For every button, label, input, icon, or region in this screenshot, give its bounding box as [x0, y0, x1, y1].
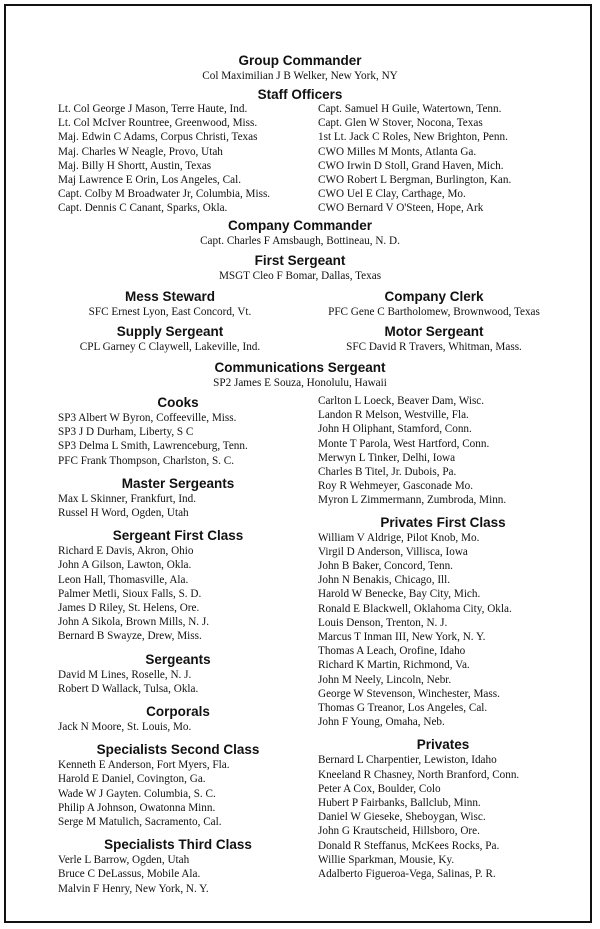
list-item: Capt. Glen W Stover, Nocona, Texas: [318, 117, 483, 130]
list-item: Thomas G Treanor, Los Angeles, Cal.: [318, 702, 488, 715]
motor-sergeant-section: [300, 323, 568, 354]
list-item: Malvin F Henry, New York, N. Y.: [58, 882, 209, 895]
list-item: Charles B Titel, Jr. Dubois, Pa.: [318, 466, 457, 479]
mess-steward-name: SFC Ernest Lyon, East Concord, Vt.: [88, 306, 252, 318]
staff-officers-right-list: [318, 102, 511, 216]
list-item: Lt. Col George J Mason, Terre Haute, Ind.: [58, 103, 248, 115]
list-item: Maj. Billy H Shortt, Austin, Texas: [58, 159, 212, 172]
communications-sergeant-heading: Communications Sergeant: [214, 360, 386, 375]
company-clerk-section: [300, 288, 568, 319]
list-item: Kenneth E Anderson, Fort Myers, Fla.: [58, 759, 230, 772]
list-item: David M Lines, Roselle, N. J.: [58, 668, 192, 681]
list-item: Marcus T Inman III, New York, N. Y.: [318, 631, 486, 644]
list-item: James D Riley, St. Helens, Ore.: [58, 602, 200, 615]
staff-officers-section: [0, 86, 600, 103]
list-item: Palmer Metli, Sioux Falls, S. D.: [58, 587, 202, 600]
mess-steward-section: [42, 288, 298, 319]
list-item: SP3 Albert W Byron, Coffeeville, Miss.: [58, 412, 237, 424]
list-item: Donald R Steffanus, McKees Rocks, Pa.: [318, 839, 500, 852]
master-sergeants-list: [58, 492, 298, 520]
list-item: Harold W Benecke, Bay City, Mich.: [318, 588, 481, 601]
list-item: Serge M Matulich, Sacramento, Cal.: [58, 816, 222, 829]
list-item: John N Benakis, Chicago, Ill.: [318, 574, 451, 587]
list-item: John H Oliphant, Stamford, Conn.: [318, 423, 472, 436]
communications-sergeant-section: [0, 359, 600, 390]
list-item: Hubert P Fairbanks, Ballclub, Minn.: [318, 797, 481, 810]
cooks-heading: Cooks: [157, 395, 199, 410]
sergeant-first-class-list: [58, 544, 298, 643]
list-item: Verle L Barrow, Ogden, Utah: [58, 854, 190, 867]
list-item: Maj. Edwin C Adams, Corpus Christi, Texas: [58, 131, 258, 144]
list-item: Jack N Moore, St. Louis, Mo.: [58, 721, 192, 734]
company-commander-section: [0, 217, 600, 248]
list-item: Harold E Daniel, Covington, Ga.: [58, 773, 206, 786]
list-item: CWO Uel E Clay, Carthage, Mo.: [318, 188, 466, 201]
list-item: Bernard B Swayze, Drew, Miss.: [58, 630, 202, 643]
privates-list: [318, 753, 568, 881]
list-item: Capt. Colby M Broadwater Jr, Columbia, Miss.: [58, 188, 271, 201]
list-item: Maj. Charles W Neagle, Provo, Utah: [58, 145, 223, 158]
list-item: CWO Irwin D Stoll, Grand Haven, Mich.: [318, 159, 504, 172]
company-commander-name: Capt. Charles F Amsbaugh, Bottineau, N. D.: [200, 235, 400, 247]
list-item: Richard E Davis, Akron, Ohio: [58, 545, 194, 558]
list-item: Bruce C DeLassus, Mobile Ala.: [58, 868, 201, 881]
list-item: Robert D Wallack, Tulsa, Okla.: [58, 682, 199, 695]
list-item: Willie Sparkman, Mousie, Ky.: [318, 853, 455, 866]
list-item: Carlton L Loeck, Beaver Dam, Wisc.: [318, 395, 485, 407]
list-item: Philip A Johnson, Owatonna Minn.: [58, 801, 216, 814]
privates-first-class-list: [318, 531, 568, 730]
list-item: Monte T Parola, West Hartford, Conn.: [318, 437, 490, 450]
list-item: Russel H Word, Ogden, Utah: [58, 507, 189, 520]
list-item: John M Neely, Lincoln, Nebr.: [318, 673, 452, 686]
master-sergeants-heading: Master Sergeants: [121, 475, 235, 491]
list-item: Maj Lawrence E Orin, Los Angeles, Cal.: [58, 174, 241, 187]
sergeants-list: [58, 668, 298, 696]
list-item: John F Young, Omaha, Neb.: [318, 716, 445, 729]
list-item: CWO Bernard V O'Steen, Hope, Ark: [318, 202, 484, 215]
list-item: Landon R Melson, Westville, Fla.: [318, 409, 469, 422]
group-commander-name: Col Maximilian J B Welker, New York, NY: [202, 70, 398, 82]
sergeants-heading: Sergeants: [145, 651, 211, 667]
specialists-third-class-heading: Specialists Third Class: [104, 837, 252, 853]
supply-sergeant-name: CPL Garney C Claywell, Lakeville, Ind.: [79, 341, 261, 353]
list-item: Capt. Samuel H Guile, Watertown, Tenn.: [318, 103, 502, 115]
supply-sergeant-section: [42, 323, 298, 354]
list-item: Virgil D Anderson, Villisca, Iowa: [318, 545, 468, 558]
corporals-heading: Corporals: [146, 704, 210, 720]
company-commander-heading: Company Commander: [227, 218, 373, 233]
list-item: SP3 J D Durham, Liberty, S C: [58, 426, 194, 439]
list-item: Louis Denson, Trenton, N. J.: [318, 616, 448, 629]
list-item: William V Aldrige, Pilot Knob, Mo.: [318, 531, 480, 544]
company-clerk-heading: Company Clerk: [384, 289, 484, 304]
list-item: CWO Milles M Monts, Atlanta Ga.: [318, 145, 477, 158]
list-item: Ronald E Blackwell, Oklahoma City, Okla.: [318, 602, 512, 615]
list-item: Lt. Col McIver Rountree, Greenwood, Miss.: [58, 117, 258, 130]
list-item: Richard K Martin, Richmond, Va.: [318, 659, 470, 672]
list-item: John G Krautscheid, Hillsboro, Ore.: [318, 825, 480, 838]
list-item: PFC Frank Thompson, Charlston, S. C.: [58, 454, 235, 467]
list-item: CWO Robert L Bergman, Burlington, Kan.: [318, 174, 512, 187]
list-item: Leon Hall, Thomasville, Ala.: [58, 573, 189, 586]
right-column: [318, 394, 568, 881]
first-sergeant-heading: First Sergeant: [254, 253, 346, 268]
company-clerk-name: PFC Gene C Bartholomew, Brownwood, Texas: [328, 306, 540, 318]
privates-heading: Privates: [416, 737, 470, 753]
list-item: Thomas A Leach, Orofine, Idaho: [318, 645, 466, 658]
corporals-list: [58, 720, 298, 734]
supply-sergeant-heading: Supply Sergeant: [116, 324, 224, 339]
list-item: John A Gilson, Lawton, Okla.: [58, 559, 192, 572]
mess-steward-heading: Mess Steward: [124, 289, 216, 304]
list-item: Max L Skinner, Frankfurt, Ind.: [58, 492, 197, 505]
list-item: Adalberto Figueroa-Vega, Salinas, P. R.: [318, 868, 496, 881]
group-commander-section: [0, 52, 600, 83]
list-item: George W Stevenson, Winchester, Mass.: [318, 687, 500, 700]
privates-first-class-heading: Privates First Class: [380, 514, 506, 530]
list-item: Kneeland R Chasney, North Branford, Conn.: [318, 768, 520, 781]
staff-officers-left-list: [58, 102, 270, 216]
list-item: Bernard L Charpentier, Lewiston, Idaho: [318, 754, 497, 767]
list-item: Myron L Zimmermann, Zumbroda, Minn.: [318, 494, 507, 507]
group-commander-heading: Group Commander: [238, 53, 362, 68]
motor-sergeant-name: SFC David R Travers, Whitman, Mass.: [346, 341, 522, 353]
left-column: [58, 394, 298, 896]
list-item: Roy R Wehmeyer, Gasconade Mo.: [318, 480, 474, 493]
motor-sergeant-heading: Motor Sergeant: [384, 324, 484, 339]
sergeant-first-class-heading: Sergeant First Class: [112, 528, 244, 544]
list-item: SP3 Delma L Smith, Lawrenceburg, Tenn.: [58, 440, 248, 453]
continued-list: [318, 394, 568, 508]
list-item: John B Baker, Concord, Tenn.: [318, 560, 453, 573]
first-sergeant-section: [0, 252, 600, 283]
communications-sergeant-name: SP2 James E Souza, Honolulu, Hawaii: [213, 377, 387, 389]
first-sergeant-name: MSGT Cleo F Bomar, Dallas, Texas: [218, 270, 382, 282]
list-item: Merwyn L Tinker, Delhi, Iowa: [318, 451, 456, 464]
staff-officers-heading: Staff Officers: [257, 87, 343, 102]
list-item: Daniel W Gieseke, Sheboygan, Wisc.: [318, 811, 486, 824]
specialists-second-class-list: [58, 758, 298, 829]
specialists-second-class-heading: Specialists Second Class: [96, 742, 260, 758]
list-item: John A Sikola, Brown Mills, N. J.: [58, 616, 210, 629]
cooks-list: [58, 411, 298, 468]
list-item: 1st Lt. Jack C Roles, New Brighton, Penn.: [318, 131, 508, 144]
specialists-third-class-list: [58, 853, 298, 896]
list-item: Peter A Cox, Boulder, Colo: [318, 782, 441, 795]
list-item: Capt. Dennis C Canant, Sparks, Okla.: [58, 202, 228, 215]
list-item: Wade W J Gayten. Columbia, S. C.: [58, 787, 216, 800]
